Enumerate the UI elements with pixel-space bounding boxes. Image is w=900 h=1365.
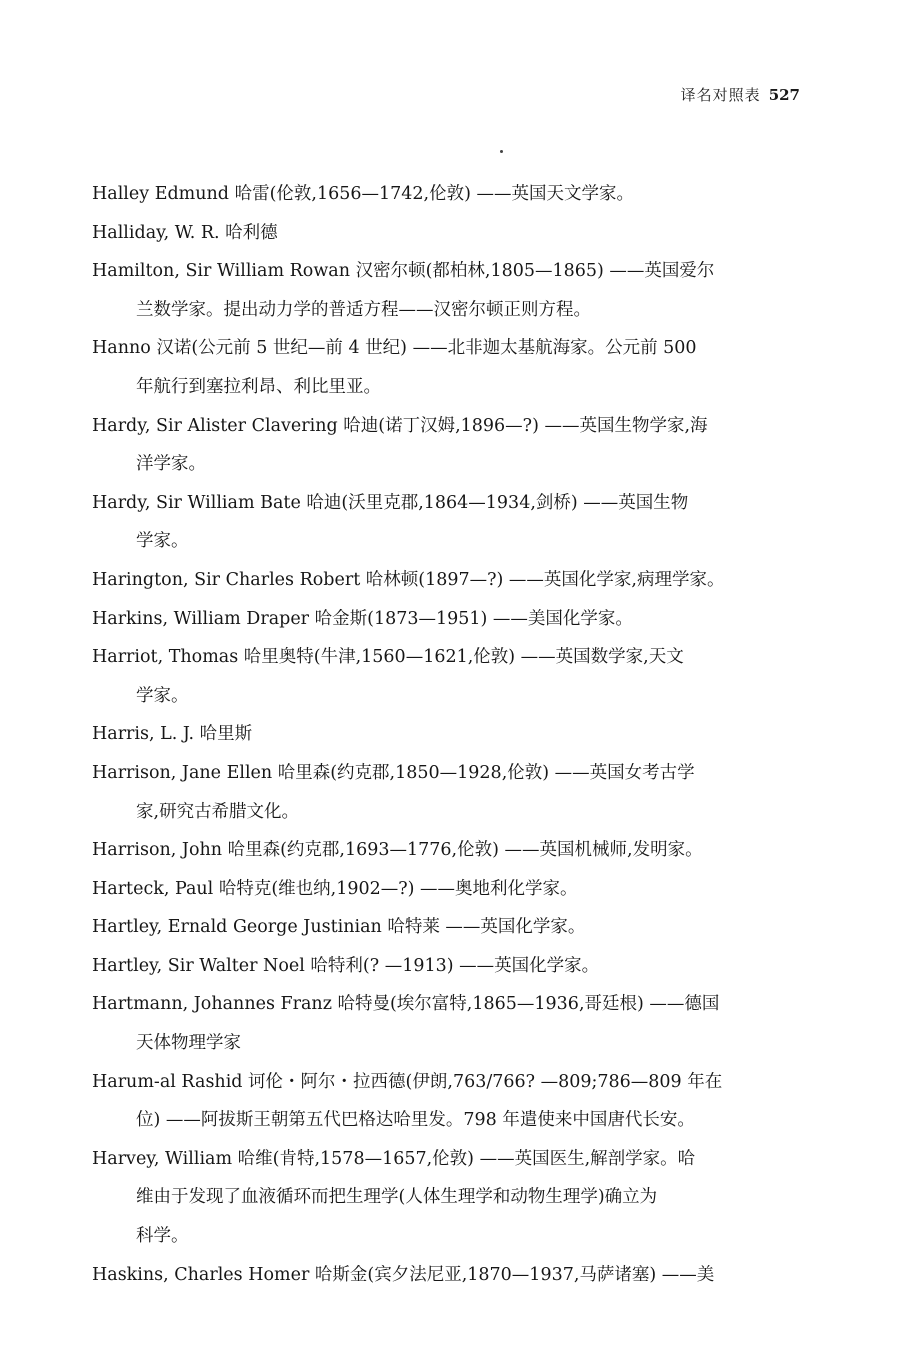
- glossary-entry: [92, 988, 816, 1065]
- entry-line: Hartley, Ernald George Justinian 哈特莱 ——英国化学家。: [92, 917, 586, 938]
- glossary-entry: [92, 178, 816, 217]
- glossary-entry: [92, 873, 816, 912]
- entry-line: Harkins, William Draper 哈金斯(1873—1951) ——美国化学家。: [92, 608, 633, 629]
- entry-line: Harington, Sir Charles Robert 哈林顿(1897—?) ——英国化学家,病理学家。: [92, 569, 725, 590]
- entry-line: Harvey, William 哈维(肯特,1578—1657,伦敦) ——英国医生,解剖学家。哈: [92, 1148, 696, 1169]
- entry-line: Harriot, Thomas 哈里奥特(牛津,1560—1621,伦敦) ——英国数学家,天文: [92, 647, 684, 668]
- glossary-entry: [92, 564, 816, 603]
- entry-continuation-line: 兰数学家。提出动力学的普适方程——汉密尔顿正则方程。: [136, 299, 591, 320]
- entry-continuation-line: 位) ——阿拔斯王朝第五代巴格达哈里发。798 年遣使来中国唐代长安。: [136, 1110, 695, 1131]
- entry-continuation-line: 学家。: [136, 531, 189, 552]
- entry-line: Haskins, Charles Homer 哈斯金(宾夕法尼亚,1870—1937,马萨诸塞) ——美: [92, 1264, 715, 1285]
- entry-continuation-line: 洋学家。: [136, 454, 206, 475]
- ink-speck: [500, 150, 503, 153]
- entry-continuation-line: 年航行到塞拉利昂、利比里亚。: [136, 376, 381, 397]
- entry-continuation-line: 科学。: [136, 1226, 189, 1247]
- entry-continuation-line: 学家。: [136, 685, 189, 706]
- glossary-entry: [92, 1259, 816, 1298]
- entry-line: Hardy, Sir William Bate 哈迪(沃里克郡,1864—1934,剑桥) ——英国生物: [92, 492, 689, 513]
- entry-line: Harteck, Paul 哈特克(维也纳,1902—?) ——奥地利化学家。: [92, 878, 578, 899]
- entry-line: Hartley, Sir Walter Noel 哈特利(? —1913) ——英国化学家。: [92, 955, 600, 976]
- running-header: [681, 84, 800, 105]
- glossary-entry: [92, 757, 816, 834]
- entry-line: Halliday, W. R. 哈利德: [92, 222, 278, 243]
- entry-continuation-line: 家,研究古希腊文化。: [136, 801, 300, 822]
- glossary-entry: [92, 718, 816, 757]
- entry-line: Hardy, Sir Alister Clavering 哈迪(诺丁汉姆,1896—?) ——英国生物学家,海: [92, 415, 708, 436]
- glossary-entry: [92, 332, 816, 409]
- glossary-entry: [92, 410, 816, 487]
- header-title: 译名对照表: [680, 86, 761, 104]
- glossary-entry: [92, 487, 816, 564]
- entry-line: Halley Edmund 哈雷(伦敦,1656—1742,伦敦) ——英国天文学家。: [92, 184, 634, 204]
- glossary-entry: [92, 834, 816, 873]
- glossary-entry: [92, 1143, 816, 1259]
- entry-line: Hanno 汉诺(公元前 5 世纪—前 4 世纪) ——北非迦太基航海家。公元前 500: [92, 338, 697, 359]
- entry-line: Harrison, John 哈里森(约克郡,1693—1776,伦敦) ——英国机械师,发明家。: [92, 840, 703, 861]
- glossary-entry: [92, 217, 816, 256]
- glossary-entry: [92, 603, 816, 642]
- glossary-entry: [92, 911, 816, 950]
- entry-line: Harrison, Jane Ellen 哈里森(约克郡,1850—1928,伦敦) ——英国女考古学: [92, 762, 695, 783]
- glossary-entry: [92, 641, 816, 718]
- entry-line: Hamilton, Sir William Rowan 汉密尔顿(都柏林,1805—1865) ——英国爱尔: [92, 261, 715, 282]
- glossary-entry: [92, 1066, 816, 1143]
- entry-continuation-line: 天体物理学家: [136, 1033, 241, 1054]
- entry-line: Hartmann, Johannes Franz 哈特曼(埃尔富特,1865—1936,哥廷根) ——德国: [92, 994, 720, 1015]
- glossary-entries: [92, 178, 816, 1297]
- entry-line: Harum-al Rashid 诃伦・阿尔・拉西德(伊朗,763/766? —809;786—809 年在: [92, 1071, 723, 1092]
- page-number: 527: [768, 86, 800, 104]
- entry-continuation-line: 维由于发现了血液循环而把生理学(人体生理学和动物生理学)确立为: [136, 1187, 658, 1208]
- glossary-entry: [92, 255, 816, 332]
- glossary-entry: [92, 950, 816, 989]
- entry-line: Harris, L. J. 哈里斯: [92, 724, 253, 745]
